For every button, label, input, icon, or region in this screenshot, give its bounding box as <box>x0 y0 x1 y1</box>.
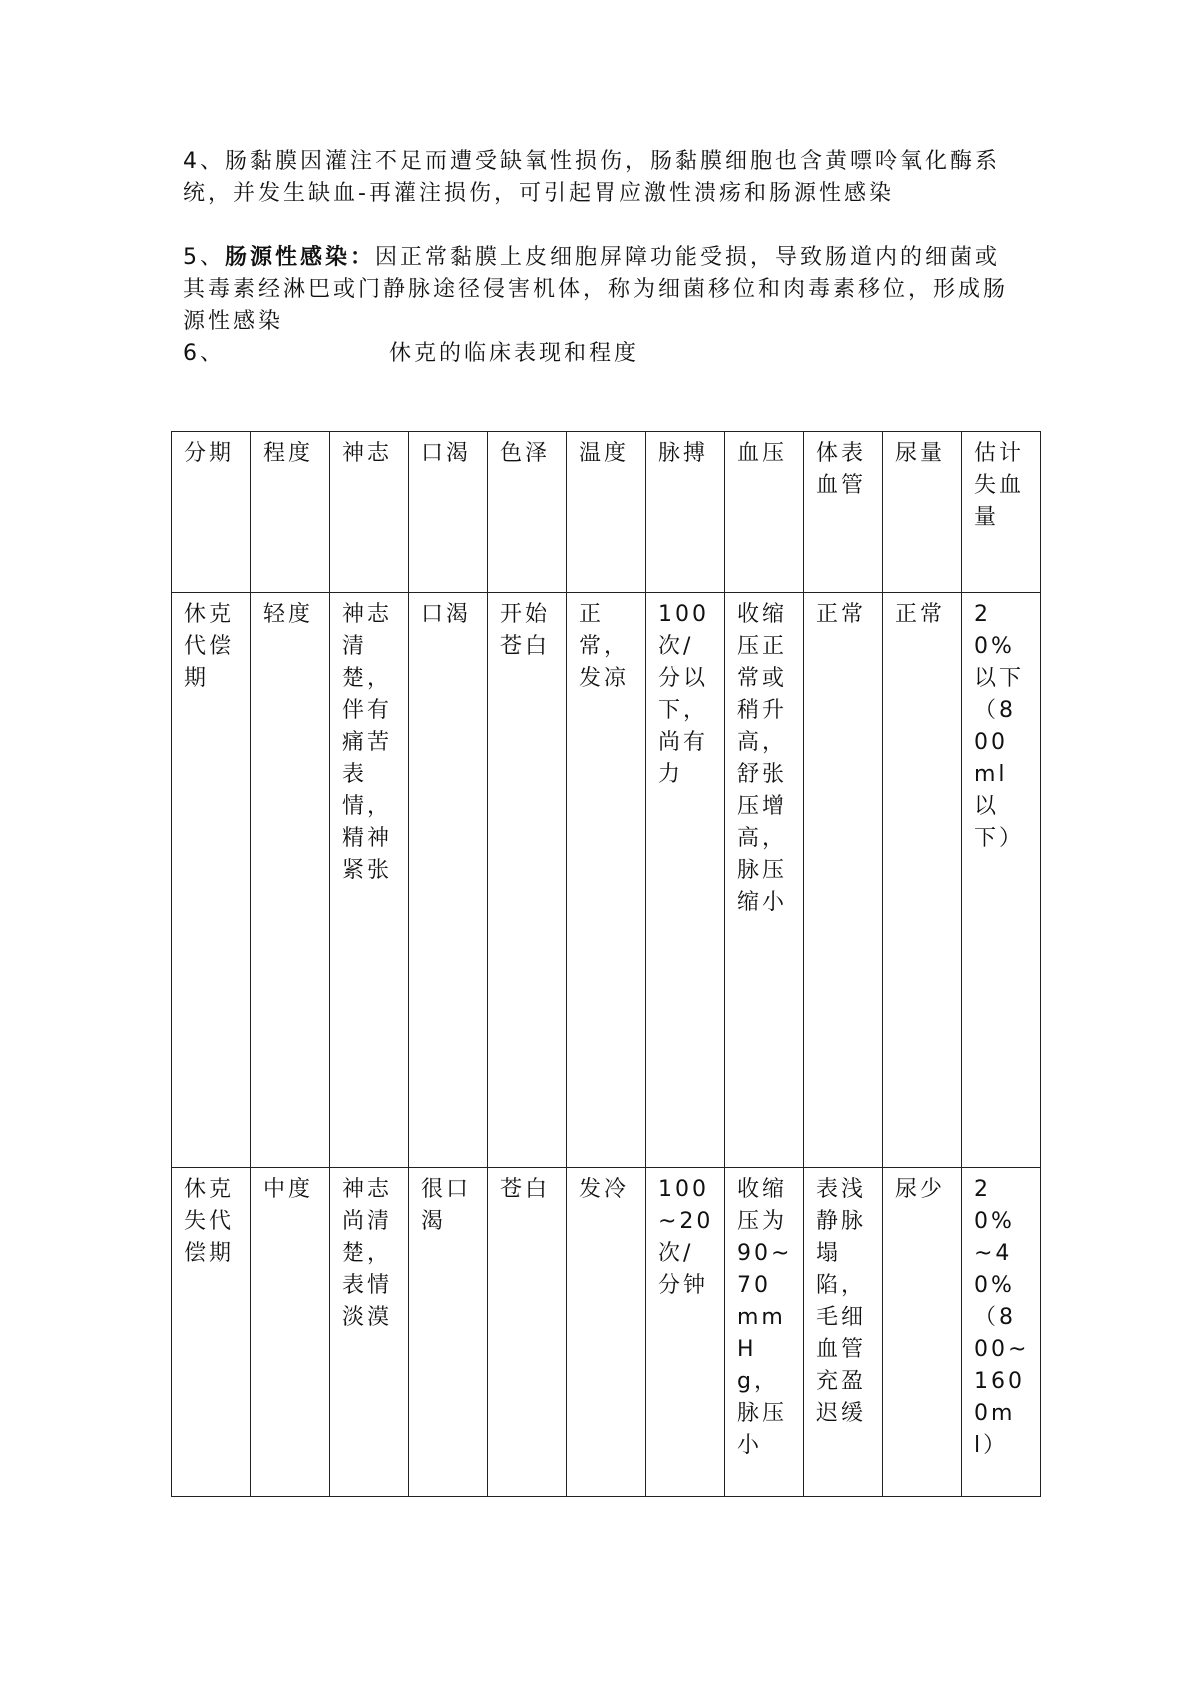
term-intestinal-infection: 肠源性感染： <box>225 245 376 270</box>
table-row <box>172 1168 1041 1497</box>
cell-pulse: 100次/分以下，尚有力 <box>646 593 725 1168</box>
cell-urine-output: 尿少 <box>883 1168 962 1497</box>
paragraph-5-number: 5、 <box>183 245 225 270</box>
header-degree: 程度 <box>251 432 330 593</box>
cell-degree: 轻度 <box>251 593 330 1168</box>
header-stage: 分期 <box>172 432 251 593</box>
header-estimated-blood-loss: 估计失血量 <box>962 432 1041 593</box>
table-title: 休克的临床表现和程度 <box>389 341 640 366</box>
cell-blood-pressure: 收缩压正常或稍升高，舒张压增高，脉压缩小 <box>725 593 804 1168</box>
cell-degree: 中度 <box>251 1168 330 1497</box>
paragraph-5 <box>183 242 1023 338</box>
cell-estimated-blood-loss: 20%~40%（800~1600ml） <box>962 1168 1041 1497</box>
cell-temperature: 正常，发凉 <box>567 593 646 1168</box>
cell-thirst: 很口渴 <box>409 1168 488 1497</box>
header-blood-pressure: 血压 <box>725 432 804 593</box>
cell-stage: 休克失代偿期 <box>172 1168 251 1497</box>
header-surface-vessels: 体表血管 <box>804 432 883 593</box>
header-temperature: 温度 <box>567 432 646 593</box>
table-row <box>172 593 1041 1168</box>
header-thirst: 口渴 <box>409 432 488 593</box>
cell-consciousness: 神志清楚，伴有痛苦表情，精神紧张 <box>330 593 409 1168</box>
shock-table <box>171 431 1041 1497</box>
header-pulse: 脉搏 <box>646 432 725 593</box>
cell-consciousness: 神志尚清楚，表情淡漠 <box>330 1168 409 1497</box>
cell-urine-output: 正常 <box>883 593 962 1168</box>
cell-thirst: 口渴 <box>409 593 488 1168</box>
cell-color: 开始苍白 <box>488 593 567 1168</box>
cell-temperature: 发冷 <box>567 1168 646 1497</box>
paragraph-4: 4、肠黏膜因灌注不足而遭受缺氧性损伤，肠黏膜细胞也含黄嘌呤氧化酶系统，并发生缺血-再灌注损伤，可引起胃应激性溃疡和肠源性感染 <box>183 149 1000 206</box>
cell-stage: 休克代偿期 <box>172 593 251 1168</box>
table-header-row <box>172 432 1041 593</box>
header-urine-output: 尿量 <box>883 432 962 593</box>
paragraph-6 <box>183 338 1023 370</box>
cell-pulse: 100~20次/分钟 <box>646 1168 725 1497</box>
cell-blood-pressure: 收缩压为90~70mmHg，脉压小 <box>725 1168 804 1497</box>
cell-color: 苍白 <box>488 1168 567 1497</box>
header-consciousness: 神志 <box>330 432 409 593</box>
cell-surface-vessels: 表浅静脉塌陷，毛细血管充盈迟缓 <box>804 1168 883 1497</box>
paragraph-5-text: 因正常黏膜上皮细胞屏障功能受损，导致肠道内的细菌或其毒素经淋巴或门静脉途径侵害机体，称为细菌移位和肉毒素移位，形成肠源性感染 <box>183 245 1009 334</box>
header-color: 色泽 <box>488 432 567 593</box>
paragraph-6-number: 6、 <box>183 341 225 366</box>
cell-surface-vessels: 正常 <box>804 593 883 1168</box>
cell-estimated-blood-loss: 20%以下（800ml以下） <box>962 593 1041 1168</box>
